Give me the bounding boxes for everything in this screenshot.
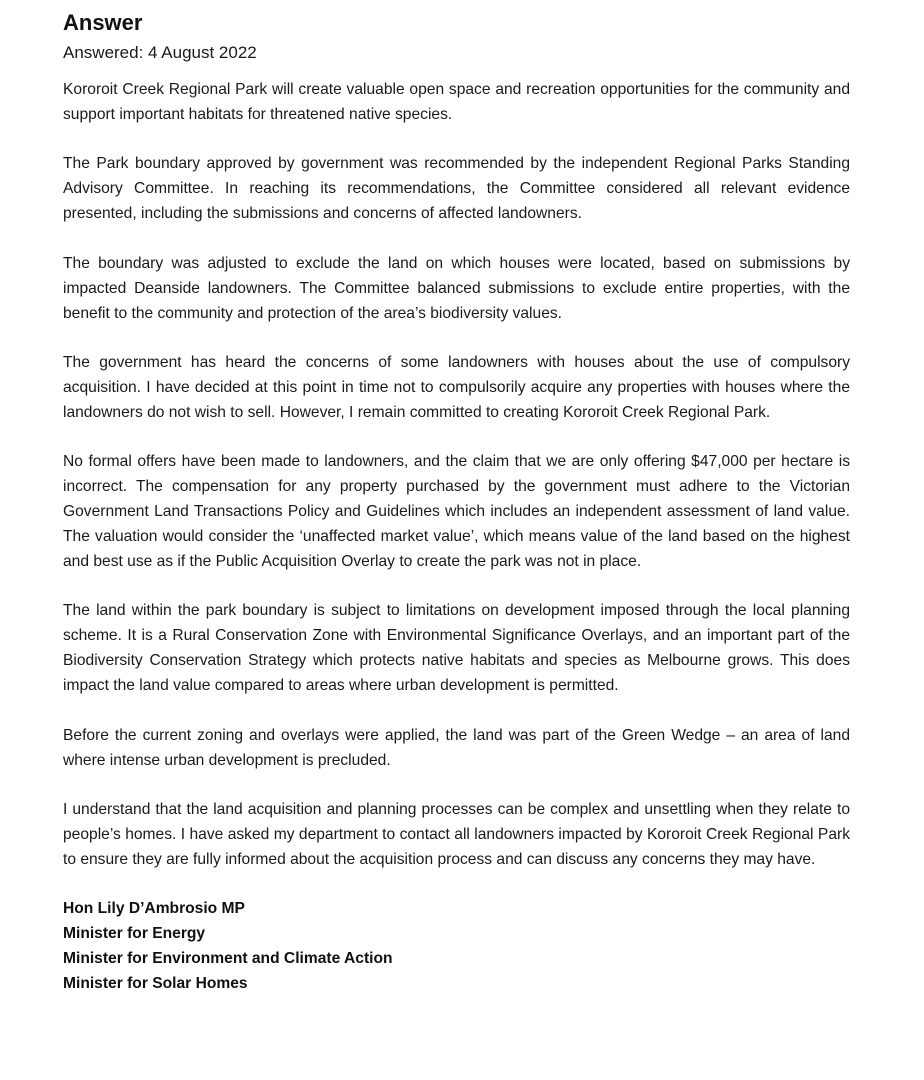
- signatory-title: Minister for Energy: [63, 925, 206, 943]
- signatory-title: Minister for Solar Homes: [63, 974, 248, 992]
- answer-paragraph: No formal offers have been made to landowners, and the claim that we are only offering $47,000 per hectare is incorrect. The compensation for any property purchased by the government must adhere to the Victorian Government Land Transactions Policy and Guidelines which includes an independent assessment of land value. The valuation would consider the ‘unaffected market value’, which means value of the land based on the highest and best use as if the Public Acquisition Overlay to create the park was not in place.: [63, 453, 850, 570]
- answer-paragraph: The boundary was adjusted to exclude the land on which houses were located, based on submissions by impacted Deanside landowners. The Committee balanced submissions to exclude entire properties, with the benefit to the community and protection of the area’s biodiversity values.: [63, 254, 850, 322]
- answered-date: Answered: 4 August 2022: [63, 43, 257, 62]
- answer-paragraph: Kororoit Creek Regional Park will create valuable open space and recreation opportunities for the community and support important habitats for threatened native species.: [63, 81, 850, 123]
- answer-heading: Answer: [63, 10, 143, 35]
- signatory-name: Hon Lily D’Ambrosio MP: [63, 900, 245, 918]
- answer-paragraph: Before the current zoning and overlays were applied, the land was part of the Green Wedge – an area of land where intense urban development is precluded.: [63, 726, 850, 769]
- signatory-title: Minister for Environment and Climate Action: [63, 950, 393, 967]
- answer-paragraph: The Park boundary approved by government was recommended by the independent Regional Parks Standing Advisory Committee. In reaching its recommendations, the Committee considered all relevant evidence presented, including the submissions and concerns of affected landowners.: [63, 155, 850, 223]
- answer-paragraph: The land within the park boundary is subject to limitations on development imposed through the local planning scheme. It is a Rural Conservation Zone with Environmental Significance Overlays, and an important part of the Biodiversity Conservation Strategy which protects native habitats and species as Melbourne grows. This does impact the land value compared to areas where urban development is permitted.: [63, 602, 850, 695]
- answer-body: [63, 78, 850, 873]
- answer-paragraph: The government has heard the concerns of some landowners with houses about the use of compulsory acquisition. I have decided at this point in time not to compulsorily acquire any properties with houses where the landowners do not wish to sell. However, I remain committed to creating Kororoit Creek Regional Park.: [63, 354, 850, 421]
- answer-section: [63, 9, 850, 997]
- signature-block: [63, 897, 850, 996]
- answer-paragraph: I understand that the land acquisition and planning processes can be complex and unsettling when they relate to people’s homes. I have asked my department to contact all landowners impacted by Kororoit Creek Regional Park to ensure they are fully informed about the acquisition process and can discuss any concerns they may have.: [63, 801, 850, 868]
